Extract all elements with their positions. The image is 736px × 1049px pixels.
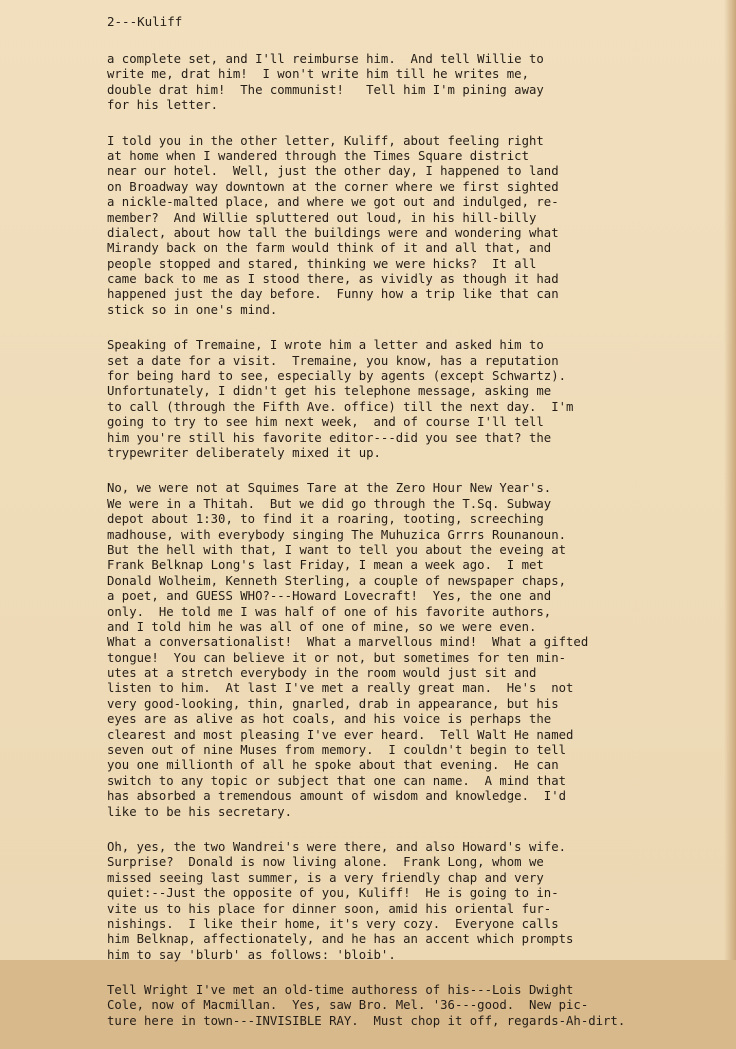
paragraph-times-square: [107, 134, 712, 319]
text-line: stick so in one's mind.: [107, 302, 278, 317]
text-line: tongue! You can believe it or not, but sometimes for ten min-: [107, 650, 567, 665]
text-line: No, we were not at Squimes Tare at the Zero Hour New Year's.: [107, 481, 552, 496]
text-line: What a conversationalist! What a marvellous mind! What a gifted: [107, 635, 589, 650]
text-line: utes at a stretch everybody in the room would just sit and: [107, 666, 537, 681]
text-line: Donald Wolheim, Kenneth Sterling, a couple of newspaper chaps,: [107, 573, 567, 588]
text-line: switch to any topic or subject that one can name. A mind that: [107, 773, 567, 788]
text-line: for his letter.: [107, 98, 219, 113]
text-line: vite us to his place for dinner soon, amid his oriental fur-: [107, 901, 552, 916]
text-line: people stopped and stared, thinking we were hicks? It all: [107, 256, 537, 271]
text-line: Oh, yes, the two Wandrei's were there, and also Howard's wife.: [107, 839, 567, 854]
text-line: for being hard to see, especially by agents (except Schwartz).: [107, 369, 567, 384]
text-line: you one millionth of all he spoke about that evening. He can: [107, 758, 559, 773]
text-line: at home when I wandered through the Times Square district: [107, 148, 529, 163]
text-line: But the hell with that, I want to tell you about the eveing at: [107, 542, 567, 557]
text-line: listen to him. At last I've met a really great man. He's not: [107, 681, 574, 696]
text-line: We were in a Thitah. But we did go through the T.Sq. Subway: [107, 496, 552, 511]
text-line: him you're still his favorite editor---did you see that? the: [107, 430, 552, 445]
text-line: seven out of nine Muses from memory. I couldn't begin to tell: [107, 743, 567, 758]
text-line: missed seeing last summer, is a very friendly chap and very: [107, 870, 544, 885]
text-line: eyes are as alive as hot coals, and his voice is perhaps the: [107, 712, 552, 727]
text-line: him to say 'blurb' as follows: 'bloib'.: [107, 947, 396, 962]
text-line: going to try to see him next week, and of course I'll tell: [107, 415, 544, 430]
text-line: double drat him! The communist! Tell him I'm pining away: [107, 82, 544, 97]
text-line: depot about 1:30, to find it a roaring, tooting, screeching: [107, 512, 544, 527]
text-line: a complete set, and I'll reimburse him. And tell Willie to: [107, 52, 544, 66]
text-line: happened just the day before. Funny how a trip like that can: [107, 287, 559, 302]
text-line: Speaking of Tremaine, I wrote him a letter and asked him to: [107, 338, 544, 353]
text-line: member? And Willie spluttered out loud, in his hill-billy: [107, 210, 537, 225]
paragraph-reimburse: [107, 52, 712, 114]
text-line: a nickle-malted place, and where we got out and indulged, re-: [107, 195, 559, 210]
paragraph-wright: [107, 983, 712, 1029]
letter-body: [107, 52, 712, 1049]
text-line: very good-looking, thin, gnarled, drab in appearance, but his: [107, 696, 559, 711]
text-line: set a date for a visit. Tremaine, you know, has a reputation: [107, 353, 559, 368]
paper-edge-shadow: [724, 0, 736, 960]
text-line: Mirandy back on the farm would think of it and all that, and: [107, 241, 552, 256]
text-line: came back to me as I stood there, as vividly as though it had: [107, 272, 559, 287]
text-line: quiet:--Just the opposite of you, Kuliff! He is going to in-: [107, 886, 559, 901]
text-line: only. He told me I was half of one of his favorite authors,: [107, 604, 552, 619]
text-line: has absorbed a tremendous amount of wisdom and knowledge. I'd: [107, 789, 567, 804]
page-header: 2---Kuliff: [107, 14, 183, 29]
text-line: nishings. I like their home, it's very cozy. Everyone calls: [107, 916, 559, 931]
text-line: clearest and most pleasing I've ever heard. Tell Walt He named: [107, 727, 574, 742]
text-line: like to be his secretary.: [107, 804, 293, 819]
text-line: on Broadway way downtown at the corner where we first sighted: [107, 179, 559, 194]
text-line: and I told him he was all of one of mine, so we were even.: [107, 619, 537, 634]
text-line: Frank Belknap Long's last Friday, I mean a week ago. I met: [107, 558, 544, 573]
paragraph-tremaine: [107, 338, 712, 461]
text-line: dialect, about how tall the buildings were and wondering what: [107, 225, 559, 240]
text-line: near our hotel. Well, just the other day, I happened to land: [107, 164, 559, 179]
paragraph-wandrei: [107, 840, 712, 963]
paragraph-lovecraft: [107, 481, 712, 820]
text-line: Cole, now of Macmillan. Yes, saw Bro. Mel. '36---good. New pic-: [107, 998, 589, 1013]
text-line: a poet, and GUESS WHO?---Howard Lovecraft! Yes, the one and: [107, 589, 552, 604]
text-line: ture here in town---INVISIBLE RAY. Must chop it off, regards-Ah-dirt.: [107, 1013, 626, 1028]
text-line: him Belknap, affectionately, and he has an accent which prompts: [107, 932, 574, 947]
text-line: Unfortunately, I didn't get his telephone message, asking me: [107, 384, 552, 399]
text-line: Surprise? Donald is now living alone. Frank Long, whom we: [107, 855, 544, 870]
text-line: trypewriter deliberately mixed it up.: [107, 445, 381, 460]
text-line: madhouse, with everybody singing The Muhuzica Grrrs Rounanoun.: [107, 527, 567, 542]
text-line: to call (through the Fifth Ave. office) till the next day. I'm: [107, 399, 574, 414]
text-line: I told you in the other letter, Kuliff, about feeling right: [107, 133, 544, 148]
text-line: write me, drat him! I won't write him till he writes me,: [107, 67, 529, 82]
text-line: Tell Wright I've met an old-time authoress of his---Lois Dwight: [107, 983, 574, 998]
